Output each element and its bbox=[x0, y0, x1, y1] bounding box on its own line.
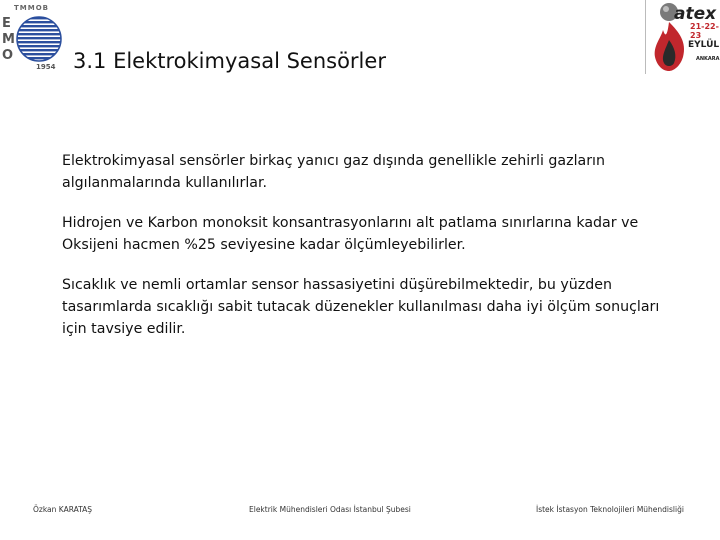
footer-author: Özkan KARATAŞ bbox=[33, 505, 93, 514]
atex-logo-dates: 21-22-23 bbox=[690, 22, 719, 40]
atex-logo bbox=[645, 0, 720, 74]
footer-organization: Elektrik Mühendisleri Odası İstanbul Şubesi bbox=[249, 505, 411, 514]
emo-logo-year: 1954 bbox=[36, 63, 56, 71]
paragraph-3: Sıcaklık ve nemli ortamlar sensor hassasiyetini düşürebilmektedir, bu yüzden tasarımlarda sıcaklığı sabit tutacak düzenekler kullanılması daha iyi ölçüm sonuçları için tavsiye edilir. bbox=[62, 277, 660, 337]
page-title: 3.1 Elektrokimyasal Sensörler bbox=[73, 49, 386, 73]
paragraph-2: Hidrojen ve Karbon monoksit konsantrasyonlarını alt patlama sınırlarına kadar ve Oksijeni hacmen %25 seviyesine kadar ölçümleyebilirler. bbox=[62, 215, 639, 253]
atex-logo-month: EYLÜL bbox=[688, 40, 720, 50]
atex-logo-city: ANKARA bbox=[696, 56, 720, 62]
emo-logo-letter-m: M bbox=[2, 32, 15, 47]
atex-logo-word: atex bbox=[674, 4, 717, 24]
emo-logo-top-text: TMMOB bbox=[14, 4, 49, 12]
globe-icon bbox=[15, 14, 63, 64]
slide-body bbox=[62, 150, 682, 358]
paragraph-1: Elektrokimyasal sensörler birkaç yanıcı gaz dışında genellikle zehirli gazların algılanmalarında kullanılırlar. bbox=[62, 153, 605, 191]
footer-company: İstek İstasyon Teknolojileri Mühendisliği bbox=[536, 505, 684, 514]
emo-logo bbox=[0, 2, 66, 74]
emo-logo-letter-e: E bbox=[2, 16, 11, 31]
emo-logo-letter-o: O bbox=[2, 48, 14, 63]
